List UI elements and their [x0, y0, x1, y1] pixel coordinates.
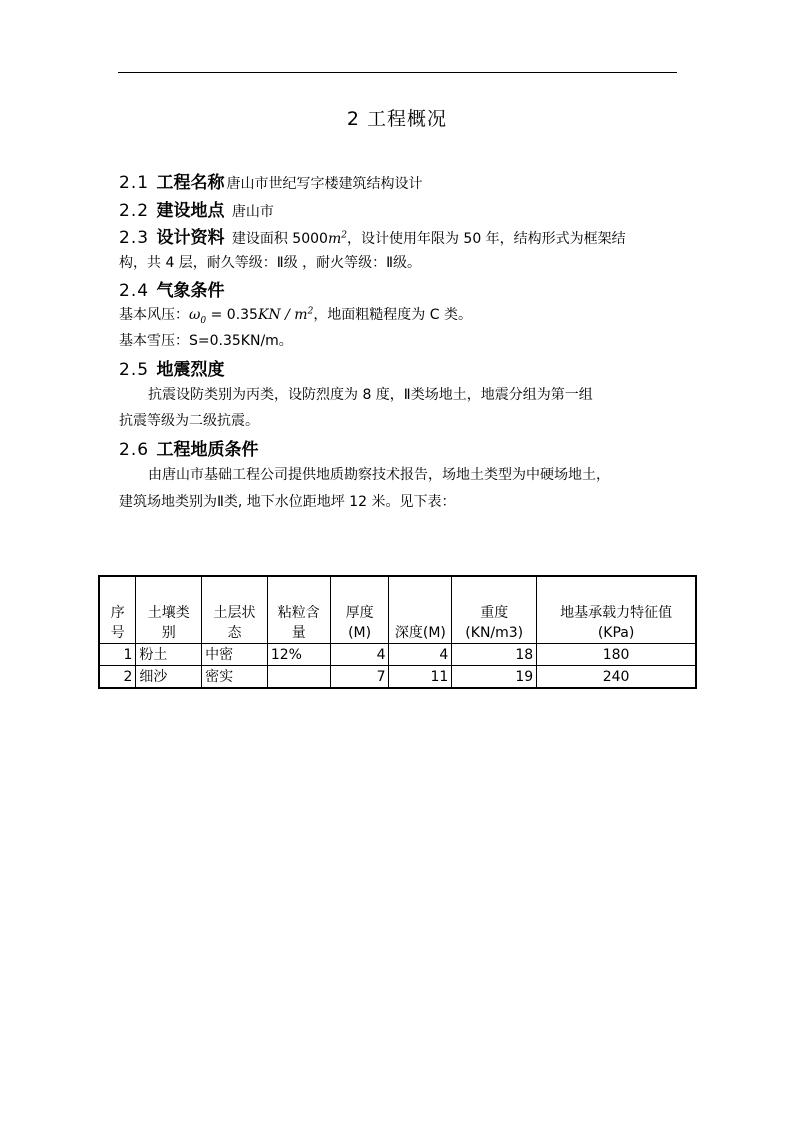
- geology-paragraph-line1: 由唐山市基础工程公司提供地质勘察技术报告，场地土类型为中硬场地土，: [148, 467, 610, 483]
- design-data-text: 建设面积 $5000m^2$，设计使用年限为 50 年，结构形式为框架结: [231, 230, 626, 247]
- header-cell-depth: 深度(M): [389, 576, 452, 644]
- cell-index: 1: [99, 644, 136, 666]
- section-label: 建设地点: [156, 201, 225, 221]
- cell-clay-content: [267, 666, 330, 689]
- cell-depth: 4: [389, 644, 452, 666]
- snow-pressure-text: 基本雪压：S=0.35KN/m。: [119, 333, 293, 349]
- section-2-2: [119, 196, 274, 221]
- cell-soil-type: 粉土: [136, 644, 202, 666]
- cell-index: 2: [99, 666, 136, 689]
- section-label: 工程名称: [156, 173, 225, 193]
- header-rule: [118, 72, 677, 73]
- project-location: 唐山市: [231, 204, 274, 220]
- header-cell-clay-content: 粘粒含 量: [267, 576, 330, 644]
- section-2-4: [119, 276, 224, 301]
- section-label: 地震烈度: [156, 360, 225, 380]
- section-number: 2.2: [119, 201, 150, 221]
- header-cell-index: 序 号: [99, 576, 136, 644]
- section-number: 2.4: [119, 281, 150, 301]
- cell-bearing-capacity: 240: [537, 666, 696, 689]
- cell-soil-state: 中密: [202, 644, 268, 666]
- page-title: 2 工程概况: [346, 108, 448, 130]
- table-header-row: [99, 576, 696, 644]
- section-2-1: [119, 168, 422, 193]
- cell-unit-weight: 18: [452, 644, 537, 666]
- header-cell-thickness: 厚度 (M): [330, 576, 389, 644]
- section-2-3: [119, 223, 626, 248]
- header-cell-bearing-capacity: 地基承载力特征值 (KPa): [537, 576, 696, 644]
- cell-thickness: 4: [330, 644, 389, 666]
- section-2-6: [119, 435, 258, 460]
- section-label: 气象条件: [156, 281, 225, 301]
- header-cell-soil-type: 土壤类 别: [136, 576, 202, 644]
- seismic-paragraph-line1: 抗震设防类别为丙类，设防烈度为 8 度，Ⅱ类场地土，地震分组为第一组: [148, 387, 593, 403]
- cell-soil-state: 密实: [202, 666, 268, 689]
- cell-clay-content: 12%: [267, 644, 330, 666]
- project-name: 唐山市世纪写字楼建筑结构设计: [226, 176, 423, 192]
- table-row: [99, 666, 696, 689]
- section-2-5: [119, 355, 224, 380]
- section-number: 2.6: [119, 440, 150, 460]
- section-label: 设计资料: [156, 228, 225, 248]
- section-label: 工程地质条件: [156, 440, 259, 460]
- design-data-continued: 构，共 4 层，耐久等级：Ⅱ级 ，耐火等级：Ⅱ级。: [119, 255, 422, 271]
- header-cell-soil-state: 土层状 态: [202, 576, 268, 644]
- wind-pressure-text: 基本风压：$\omega_0 = 0.35KN / m^2$，地面粗糙程度为 C 类。: [119, 306, 472, 326]
- section-number: 2.3: [119, 228, 150, 248]
- cell-depth: 11: [389, 666, 452, 689]
- seismic-paragraph-line2: 抗震等级为二级抗震。: [119, 413, 259, 429]
- cell-thickness: 7: [330, 666, 389, 689]
- section-number: 2.1: [119, 173, 150, 193]
- geology-paragraph-line2: 建筑场地类别为Ⅱ类, 地下水位距地坪 12 米。见下表：: [119, 494, 456, 510]
- cell-soil-type: 细沙: [136, 666, 202, 689]
- header-cell-unit-weight: 重度 (KN/m3): [452, 576, 537, 644]
- soil-properties-table: [98, 575, 697, 689]
- cell-bearing-capacity: 180: [537, 644, 696, 666]
- cell-unit-weight: 19: [452, 666, 537, 689]
- table-row: [99, 644, 696, 666]
- section-number: 2.5: [119, 360, 150, 380]
